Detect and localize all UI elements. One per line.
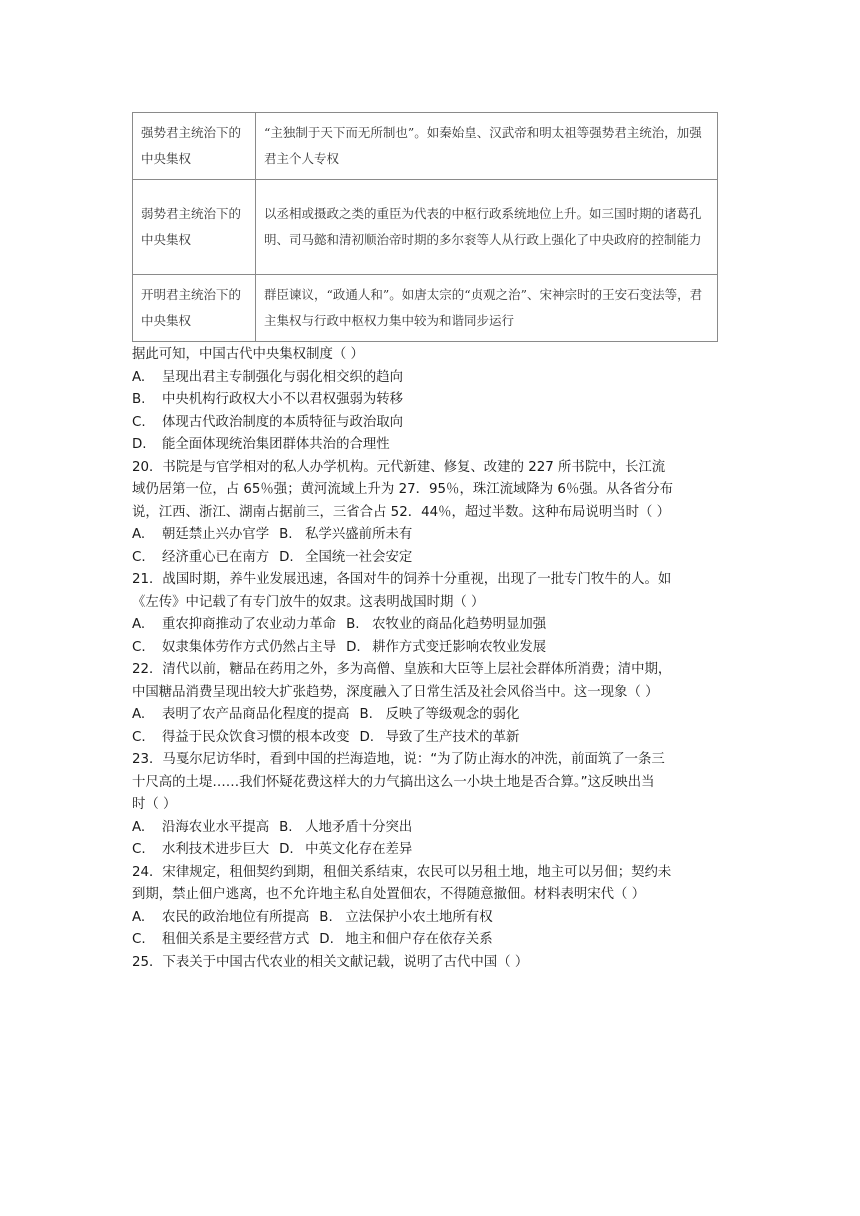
option-label: D. (132, 437, 147, 452)
option-label: A. (132, 617, 146, 632)
table-cell-desc: 以丞相或摄政之类的重臣为代表的中枢行政系统地位上升。如三国时期的诸葛孔明、司马懿和清初顺治帝时期的多尔衮等人从行政上强化了中央政府的控制能力 (256, 180, 718, 275)
table-cell-type: 弱势君主统治下的中央集权 (133, 180, 256, 275)
table-row (133, 113, 718, 180)
option-label: B. (279, 527, 293, 542)
option-row-ab (132, 907, 732, 930)
option-row-ab (132, 817, 732, 840)
option-text: 呈现出君主专制强化与弱化相交织的趋向 (162, 369, 404, 385)
question-19-stem: 据此可知，中国古代中央集权制度（ ） (132, 347, 364, 362)
option-label: D. (319, 932, 334, 947)
option-c (132, 412, 732, 435)
option-label: A. (132, 909, 146, 925)
question-20-stem-line: 域仍居第一位，占 65％强；黄河流域上升为 27．95％，珠江流域降为 6％强。从各省分布 (132, 482, 674, 497)
question-24-stem-line: 到期，禁止佃户逃离，也不允许地主私自处置佃农，不得随意撤佃。材料表明宋代（ ） (132, 887, 646, 902)
option-label: C. (132, 639, 146, 655)
option-label: B. (346, 617, 360, 632)
option-text: 朝廷禁止兴办官学 (162, 527, 270, 542)
option-row-ab (132, 614, 732, 637)
option-label: A. (132, 527, 146, 542)
option-row-ab (132, 704, 732, 727)
option-text: 导致了生产技术的革新 (385, 729, 520, 745)
option-label: A. (132, 369, 146, 385)
option-text: 沿海农业水平提高 (162, 819, 270, 835)
option-label: D. (359, 729, 375, 745)
question-24-stem-line: 24．宋律规定，租佃契约到期，租佃关系结束，农民可以另租土地，地主可以另佃；契约未 (132, 864, 672, 880)
option-text: 全国统一社会安定 (305, 549, 413, 565)
option-text: 农牧业的商品化趋势明显加强 (372, 617, 547, 632)
option-label: D. (346, 639, 361, 655)
option-text: 农民的政治地位有所提高 (162, 909, 310, 925)
question-23-stem-line: 十尺高的土堤……我们怀疑花费这样大的力气搞出这么一小块土地是否合算。”这反映出当 (132, 774, 655, 790)
option-label: C. (132, 932, 146, 947)
table-cell-type: 开明君主统治下的中央集权 (133, 275, 256, 342)
option-label: C. (132, 729, 146, 745)
option-label: C. (132, 842, 146, 857)
option-text: 重农抑商推动了农业动力革命 (162, 617, 337, 632)
option-text: 体现古代政治制度的本质特征与政治取向 (162, 414, 404, 430)
option-text: 中英文化存在差异 (305, 842, 413, 857)
table-cell-desc: 群臣谏议，“政通人和”。如唐太宗的“贞观之治”、宋神宗时的王安石变法等，君主集权与行政中枢权力集中较为和谐同步运行 (256, 275, 718, 342)
option-row-cd (132, 727, 732, 750)
option-text: 水利技术进步巨大 (162, 842, 270, 857)
question-21-stem-line: 21．战国时期，养牛业发展迅速，各国对牛的饲养十分重视，出现了一批专门牧牛的人。如 (132, 572, 672, 587)
option-text: 租佃关系是主要经营方式 (162, 932, 310, 947)
option-label: C. (132, 414, 146, 430)
question-20-stem-line: 20．书院是与官学相对的私人办学机构。元代新建、修复、改建的 227 所书院中，长江流 (132, 459, 666, 475)
option-label: A. (132, 819, 146, 835)
question-22-stem-line: 22．清代以前，糖品在药用之外，多为高僧、皇族和大臣等上层社会群体所消费；清中期， (132, 662, 672, 677)
option-a (132, 367, 732, 390)
option-text: 能全面体现统治集团群体共治的合理性 (162, 437, 390, 452)
option-row-cd (132, 637, 732, 660)
table-row (133, 180, 718, 275)
option-row-cd (132, 839, 732, 862)
option-text: 人地矛盾十分突出 (305, 819, 413, 835)
option-label: B. (132, 392, 146, 407)
question-22-stem-line: 中国糖品消费呈现出较大扩张趋势，深度融入了日常生活及社会风俗当中。这一现象（ ） (132, 684, 659, 700)
option-row-cd (132, 929, 732, 952)
option-label: B. (279, 819, 293, 835)
question-21-stem-line: 《左传》中记载了有专门放牛的奴隶。这表明战国时期（ ） (132, 594, 485, 610)
question-23-stem-line: 23．马戛尔尼访华时，看到中国的拦海造地，说：“为了防止海水的冲洗，前面筑了一条三 (132, 752, 665, 767)
table-cell-desc: “主独制于天下而无所制也”。如秦始皇、汉武帝和明太祖等强势君主统治，加强君主个人专权 (256, 113, 718, 180)
option-text: 经济重心已在南方 (162, 549, 270, 565)
question-text (132, 344, 732, 974)
option-text: 地主和佃户存在依存关系 (345, 932, 493, 947)
option-row-ab (132, 524, 732, 547)
option-text: 得益于民众饮食习惯的根本改变 (162, 729, 350, 745)
centralization-table (132, 112, 718, 342)
option-text: 立法保护小农土地所有权 (345, 909, 493, 925)
option-label: B. (359, 707, 373, 722)
option-text: 私学兴盛前所未有 (305, 527, 413, 542)
option-text: 表明了农产品商品化程度的提高 (162, 707, 350, 722)
option-label: B. (319, 909, 333, 925)
question-23-stem-line: 时（ ） (132, 797, 177, 812)
option-text: 反映了等级观念的弱化 (385, 707, 520, 722)
option-text: 中央机构行政权大小不以君权强弱为转移 (162, 392, 404, 407)
option-d (132, 434, 732, 457)
question-20-stem-line: 说，江西、浙江、湖南占据前三，三省合占 52．44％，超过半数。这种布局说明当时（ ） (132, 504, 671, 520)
table-cell-type: 强势君主统治下的中央集权 (133, 113, 256, 180)
option-row-cd (132, 547, 732, 570)
option-label: D. (279, 842, 294, 857)
question-25-stem: 25．下表关于中国古代农业的相关文献记载，说明了古代中国（ ） (132, 954, 529, 970)
option-label: A. (132, 707, 146, 722)
option-b (132, 389, 732, 412)
table-row (133, 275, 718, 342)
option-text: 奴隶集体劳作方式仍然占主导 (162, 639, 337, 655)
option-label: C. (132, 549, 146, 565)
option-label: D. (279, 549, 294, 565)
option-text: 耕作方式变迁影响农牧业发展 (372, 639, 547, 655)
